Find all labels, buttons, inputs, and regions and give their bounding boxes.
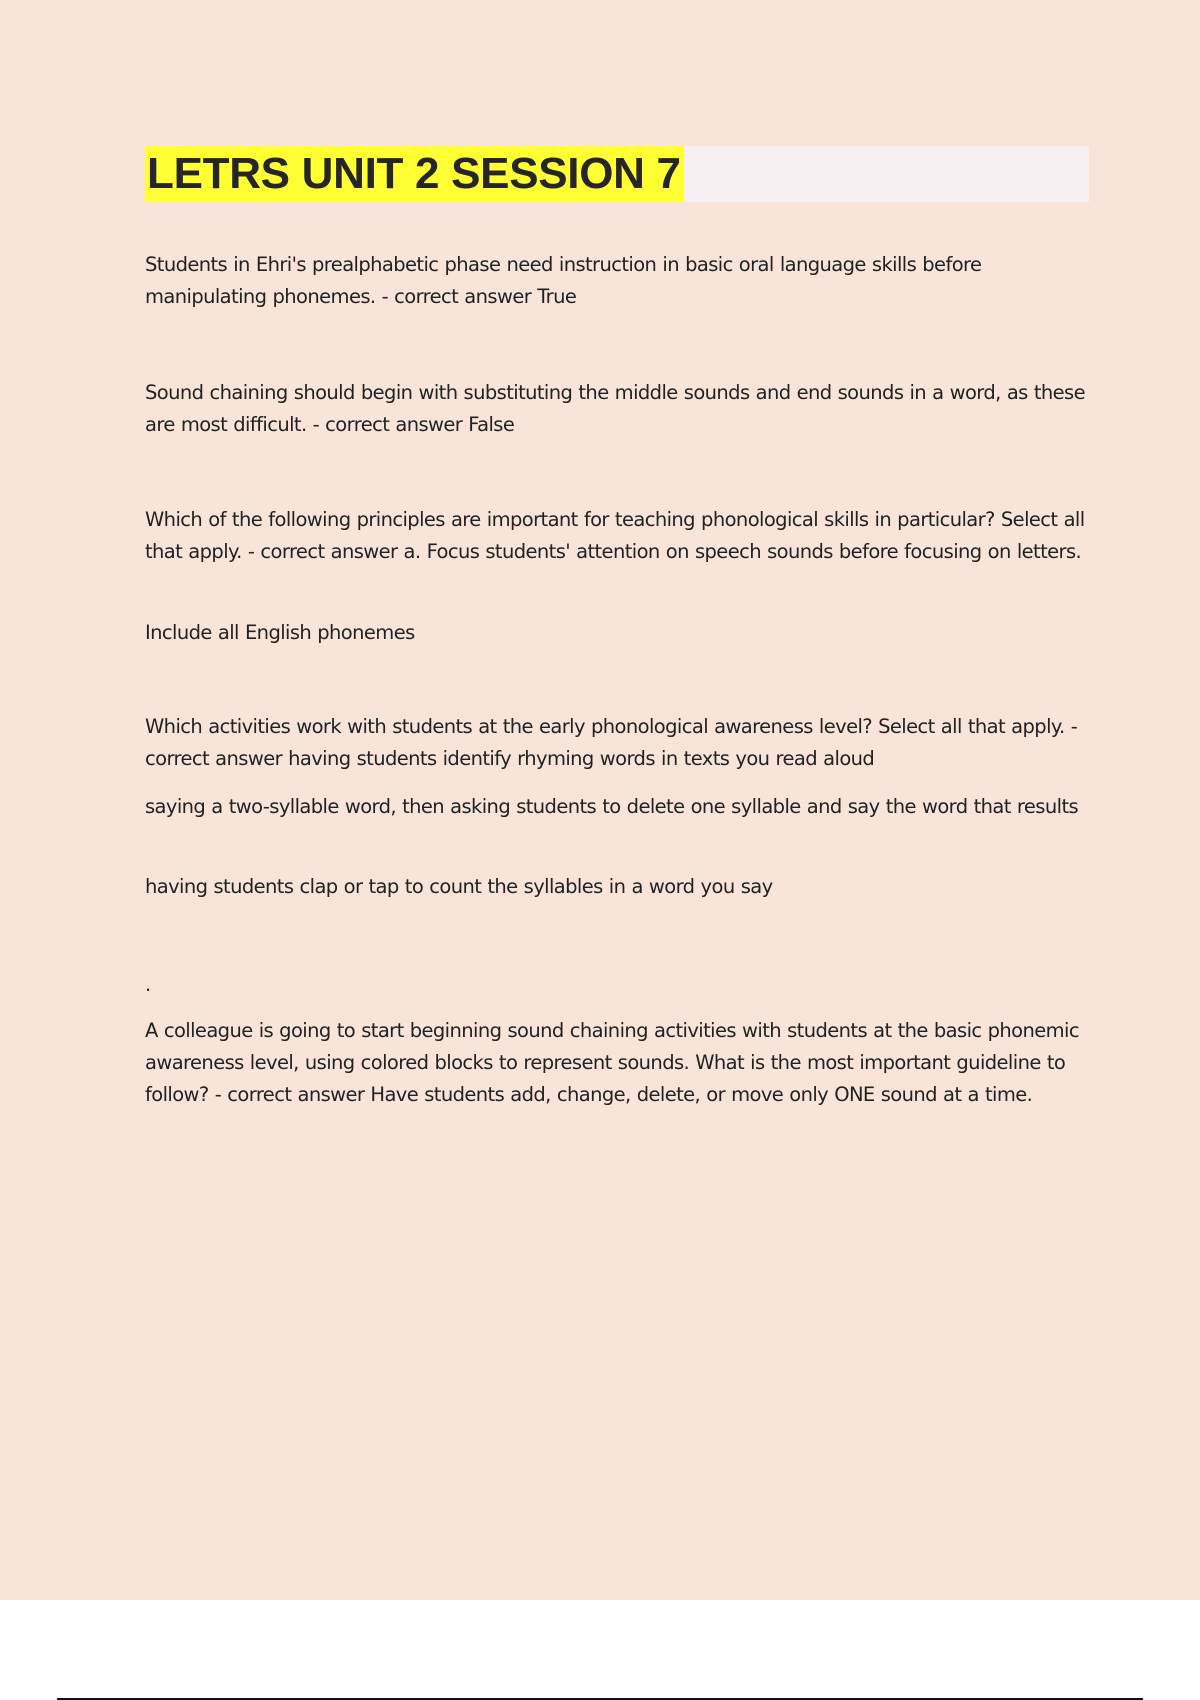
qa-paragraph-3: Which of the following principles are important for teaching phonological skills in particular? Select all that apply. - correct answer a. Focus students' attention on speech sounds before focusing on letters. <box>145 508 1085 563</box>
qa-paragraph-1: Students in Ehri's prealphabetic phase need instruction in basic oral language skills before manipulating phonemes. - correct answer True <box>145 253 982 308</box>
separator-dot: . <box>145 973 151 996</box>
qa-paragraph-2: Sound chaining should begin with substituting the middle sounds and end sounds in a word, as these are most difficult. - correct answer False <box>145 381 1085 436</box>
answer-continuation-4b: having students clap or tap to count the syllables in a word you say <box>145 875 773 898</box>
answer-continuation-4a: saying a two-syllable word, then asking students to delete one syllable and say the word that results <box>145 795 1079 818</box>
document-title: LETRS UNIT 2 SESSION 7 <box>145 146 684 202</box>
qa-paragraph-5: A colleague is going to start beginning sound chaining activities with students at the basic phonemic awareness level, using colored blocks to represent sounds. What is the most important guideline to follow? - correct answer Have students add, change, delete, or move only ONE sound at a time. <box>145 1019 1079 1106</box>
answer-continuation-3: Include all English phonemes <box>145 621 415 644</box>
qa-paragraph-4: Which activities work with students at the early phonological awareness level? Select all that apply. - correct answer having students identify rhyming words in texts you read aloud <box>145 715 1078 770</box>
title-bar <box>145 146 1089 202</box>
